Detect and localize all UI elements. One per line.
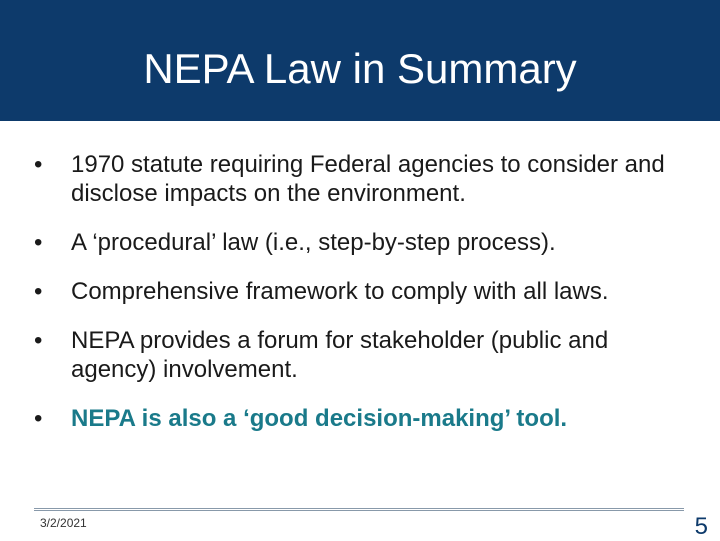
title-bar: [0, 0, 720, 121]
page-number: 5: [694, 513, 708, 540]
bullet-icon: •: [34, 405, 43, 432]
bullet-text: A ‘procedural’ law (i.e., step-by-step process).: [71, 229, 556, 256]
bullet-item: [34, 228, 674, 257]
slide-date: 3/2/2021: [40, 516, 87, 530]
bullet-icon: •: [34, 278, 43, 305]
slide-title: NEPA Law in Summary: [143, 45, 577, 92]
bullet-list: [34, 150, 674, 453]
bullet-icon: •: [34, 151, 43, 178]
footer-divider: [34, 508, 684, 509]
bullet-item: [34, 150, 674, 208]
footer-divider: [34, 510, 684, 511]
bullet-item: [34, 277, 674, 306]
bullet-text: Comprehensive framework to comply with all laws.: [71, 278, 609, 305]
bullet-icon: •: [34, 327, 43, 354]
bullet-item-highlight: [34, 404, 674, 433]
bullet-icon: •: [34, 229, 43, 256]
bullet-text: 1970 statute requiring Federal agencies to consider and disclose impacts on the environment.: [71, 151, 665, 207]
bullet-text: NEPA provides a forum for stakeholder (public and agency) involvement.: [71, 327, 609, 383]
bullet-item: [34, 326, 674, 384]
bullet-text: NEPA is also a ‘good decision-making’ tool.: [71, 405, 568, 432]
